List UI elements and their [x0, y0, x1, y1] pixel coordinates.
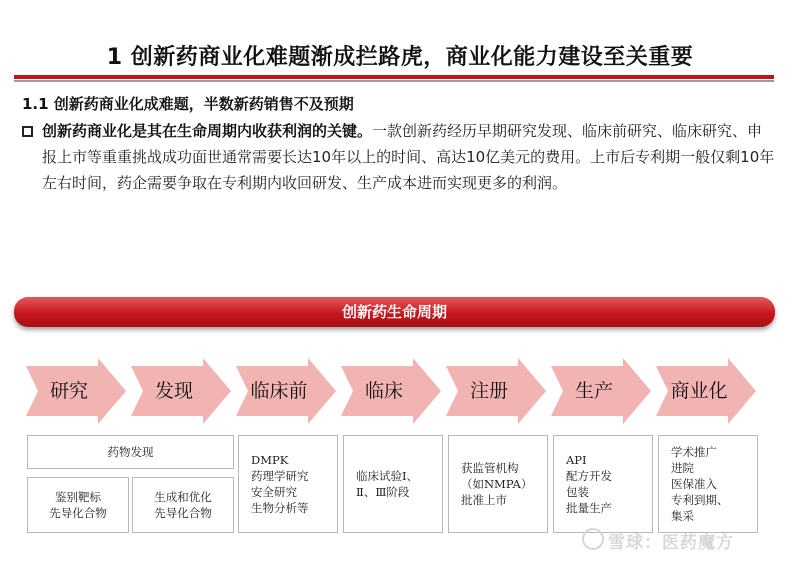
box-line: 批量生产	[566, 501, 612, 515]
stage-label: 临床前	[250, 380, 308, 402]
stage-label: 生产	[574, 380, 613, 402]
lifecycle-banner: 创新药生命周期	[14, 297, 775, 327]
box-line: 先导化合物	[49, 506, 107, 520]
box-line: 药理学研究	[251, 469, 309, 483]
body-paragraph	[42, 118, 777, 196]
box-line: 学术推广	[671, 445, 717, 459]
box-commercialization-details	[658, 435, 758, 533]
stage-label: 研究	[49, 380, 88, 402]
section-subtitle: 1.1 创新药商业化成难题，半数新药销售不及预期	[22, 95, 354, 113]
stage-arrow-commercialization	[656, 358, 756, 424]
box-line: 专利到期、	[671, 493, 729, 507]
box-production-details	[553, 435, 653, 533]
stage-label: 商业化	[670, 380, 728, 402]
stage-arrow-preclinical	[236, 358, 336, 424]
box-line: 包装	[566, 485, 589, 499]
box-clinical-details	[343, 435, 443, 533]
box-line: 获监管机构	[461, 461, 519, 475]
stage-arrow-registration	[446, 358, 546, 424]
box-text: 药物发现	[107, 445, 154, 459]
box-line: Ⅱ、Ⅲ阶段	[356, 485, 410, 499]
box-line: 集采	[671, 509, 694, 523]
title-rule-grey	[14, 80, 774, 82]
box-line: 医保准入	[671, 477, 717, 491]
box-line: 临床试验Ⅰ、	[356, 469, 419, 483]
stage-label: 发现	[154, 380, 193, 402]
stage-label: 注册	[469, 380, 508, 402]
stage-arrow-discovery	[131, 358, 231, 424]
box-line: 进院	[671, 461, 694, 475]
box-line: 鉴别靶标	[55, 490, 101, 504]
paragraph-body: 一款创新药经历早期研究发现、临床前研究、临床研究、申报上市等重重挑战成功面世通常需要长达10年以上的时间、高达10亿美元的费用。上市后专利期一般仅剩10年左右时间，药企需要争取在专利期内收回研发、生产成本进而实现更多的利润。	[42, 122, 775, 192]
box-preclinical-details	[238, 435, 338, 533]
box-line: 批准上市	[461, 493, 507, 507]
title-rule-red	[14, 75, 774, 79]
box-line: 生成和优化	[154, 490, 212, 504]
stage-arrow-production	[551, 358, 651, 424]
box-line: 安全研究	[251, 485, 297, 499]
box-line: 生物分析等	[251, 501, 309, 515]
stage-arrow-research	[26, 358, 126, 424]
page-title: 1 创新药商业化难题渐成拦路虎，商业化能力建设至关重要	[106, 45, 694, 70]
stage-label: 临床	[364, 380, 403, 402]
box-line: API	[566, 453, 587, 467]
box-lead-optimization	[132, 477, 234, 533]
box-line: 配方开发	[566, 469, 612, 483]
box-registration-details	[448, 435, 548, 533]
box-line: DMPK	[251, 453, 289, 467]
box-line: （如NMPA）	[461, 477, 533, 491]
watermark: 雪球：医药魔方	[608, 533, 734, 553]
paragraph-lead: 创新药商业化是其在生命周期内收获利润的关键。	[42, 122, 373, 140]
stage-arrow-clinical	[341, 358, 441, 424]
box-drug-discovery	[27, 435, 234, 469]
box-line: 先导化合物	[154, 506, 212, 520]
bullet-square-icon	[22, 126, 33, 137]
watermark-logo-icon	[582, 528, 604, 550]
box-target-identification	[27, 477, 129, 533]
